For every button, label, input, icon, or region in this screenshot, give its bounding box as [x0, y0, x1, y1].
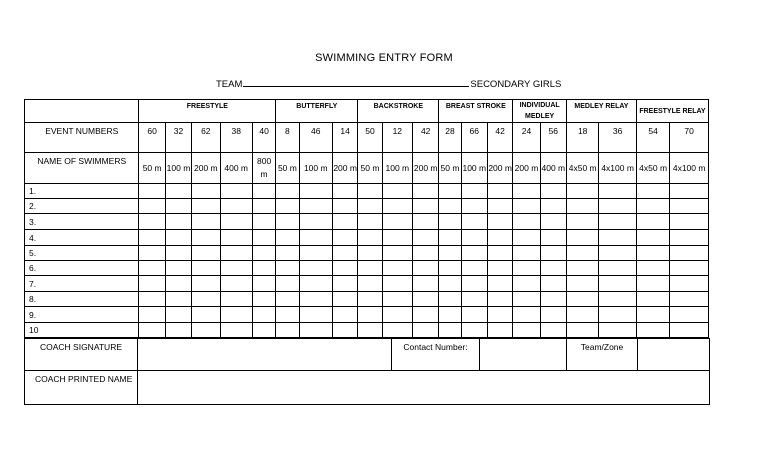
coach-printed-name-row	[25, 371, 710, 405]
swimmer-row	[25, 276, 709, 292]
swimmer-row	[25, 261, 709, 276]
distances-row	[25, 153, 709, 184]
team-zone-label: Team/Zone	[567, 339, 638, 371]
distance-cell: 200 m	[413, 153, 439, 184]
coach-printed-name-label: COACH PRINTED NAME	[25, 371, 138, 405]
event-number: 42	[487, 123, 512, 153]
team-name-blank[interactable]	[243, 77, 469, 87]
stroke-backstroke: BACKSTROKE	[358, 100, 439, 123]
coach-printed-name-field[interactable]	[138, 371, 710, 405]
corner-cell	[25, 100, 139, 123]
event-number: 24	[513, 123, 540, 153]
team-line	[216, 77, 561, 90]
distance-cell: 200 m	[487, 153, 512, 184]
swimmer-row-number: 1.	[25, 184, 139, 199]
distance-cell: 50 m	[439, 153, 461, 184]
event-numbers-label: EVENT NUMBERS	[25, 123, 139, 153]
event-number: 40	[252, 123, 275, 153]
distance-cell: 100 m	[299, 153, 332, 184]
event-number: 32	[165, 123, 191, 153]
distance-cell: 200 m	[513, 153, 540, 184]
stroke-freestyle: FREESTYLE	[139, 100, 276, 123]
event-numbers-row	[25, 123, 709, 153]
stroke-breaststroke: BREAST STROKE	[439, 100, 513, 123]
swimmers-label: NAME OF SWIMMERS	[25, 153, 139, 184]
distance-cell: 4x100 m	[599, 153, 637, 184]
coach-signature-label: COACH SIGNATURE	[25, 339, 138, 371]
swimmer-row-number: 10	[25, 323, 139, 338]
swimmer-row-number: 3.	[25, 214, 139, 230]
swimmer-row-number: 4.	[25, 230, 139, 246]
event-number: 54	[636, 123, 669, 153]
event-number: 56	[540, 123, 566, 153]
event-number: 36	[599, 123, 637, 153]
stroke-medley-relay: MEDLEY RELAY	[566, 100, 636, 123]
event-number: 18	[566, 123, 598, 153]
swimmer-row-number: 9.	[25, 307, 139, 323]
coach-signature-field[interactable]	[138, 339, 392, 371]
event-number: 60	[139, 123, 165, 153]
team-label: TEAM	[216, 79, 243, 90]
event-number: 28	[439, 123, 461, 153]
distance-cell: 100 m	[165, 153, 191, 184]
swimmer-row	[25, 214, 709, 230]
event-number: 8	[276, 123, 299, 153]
swimmer-row-number: 8.	[25, 292, 139, 307]
distance-cell: 100 m	[382, 153, 412, 184]
swimmer-row	[25, 292, 709, 307]
event-number: 38	[220, 123, 252, 153]
stroke-butterfly: BUTTERFLY	[276, 100, 358, 123]
distance-cell: 400 m	[540, 153, 566, 184]
distance-cell: 50 m	[276, 153, 299, 184]
distance-cell: 50 m	[358, 153, 382, 184]
swimmer-row-number: 5.	[25, 246, 139, 261]
coach-signature-row	[25, 339, 710, 371]
entry-table	[24, 99, 709, 338]
stroke-header-row	[25, 100, 709, 123]
swimmer-row	[25, 307, 709, 323]
form-title: SWIMMING ENTRY FORM	[315, 52, 453, 64]
event-number: 14	[332, 123, 357, 153]
event-number: 46	[299, 123, 332, 153]
team-zone-field[interactable]	[638, 339, 710, 371]
contact-number-label: Contact Number:	[392, 339, 480, 371]
event-number: 70	[670, 123, 709, 153]
event-number: 50	[358, 123, 382, 153]
stroke-individual-medley: INDIVIDUAL MEDLEY	[513, 100, 567, 123]
swimmer-row	[25, 199, 709, 214]
event-number: 66	[461, 123, 487, 153]
swimmer-row	[25, 246, 709, 261]
event-number: 62	[192, 123, 220, 153]
distance-cell: 100 m	[461, 153, 487, 184]
distance-cell: 200 m	[332, 153, 357, 184]
swimmer-row	[25, 323, 709, 338]
swimmer-row-number: 2.	[25, 199, 139, 214]
division-label: SECONDARY GIRLS	[470, 79, 562, 90]
distance-cell: 400 m	[220, 153, 252, 184]
swimmer-row-number: 7.	[25, 276, 139, 292]
event-number: 12	[382, 123, 412, 153]
coach-details-table	[24, 338, 710, 405]
swimmer-row	[25, 184, 709, 199]
swimmer-row	[25, 230, 709, 246]
contact-number-field[interactable]	[480, 339, 567, 371]
distance-cell: 4x50 m	[636, 153, 669, 184]
distance-cell: 800 m	[252, 153, 275, 184]
swimmer-row-number: 6.	[25, 261, 139, 276]
distance-cell: 4x100 m	[670, 153, 709, 184]
distance-cell: 4x50 m	[566, 153, 598, 184]
event-number: 42	[413, 123, 439, 153]
distance-cell: 200 m	[192, 153, 220, 184]
distance-cell: 50 m	[139, 153, 165, 184]
stroke-freestyle-relay: FREESTYLE RELAY	[636, 100, 708, 123]
